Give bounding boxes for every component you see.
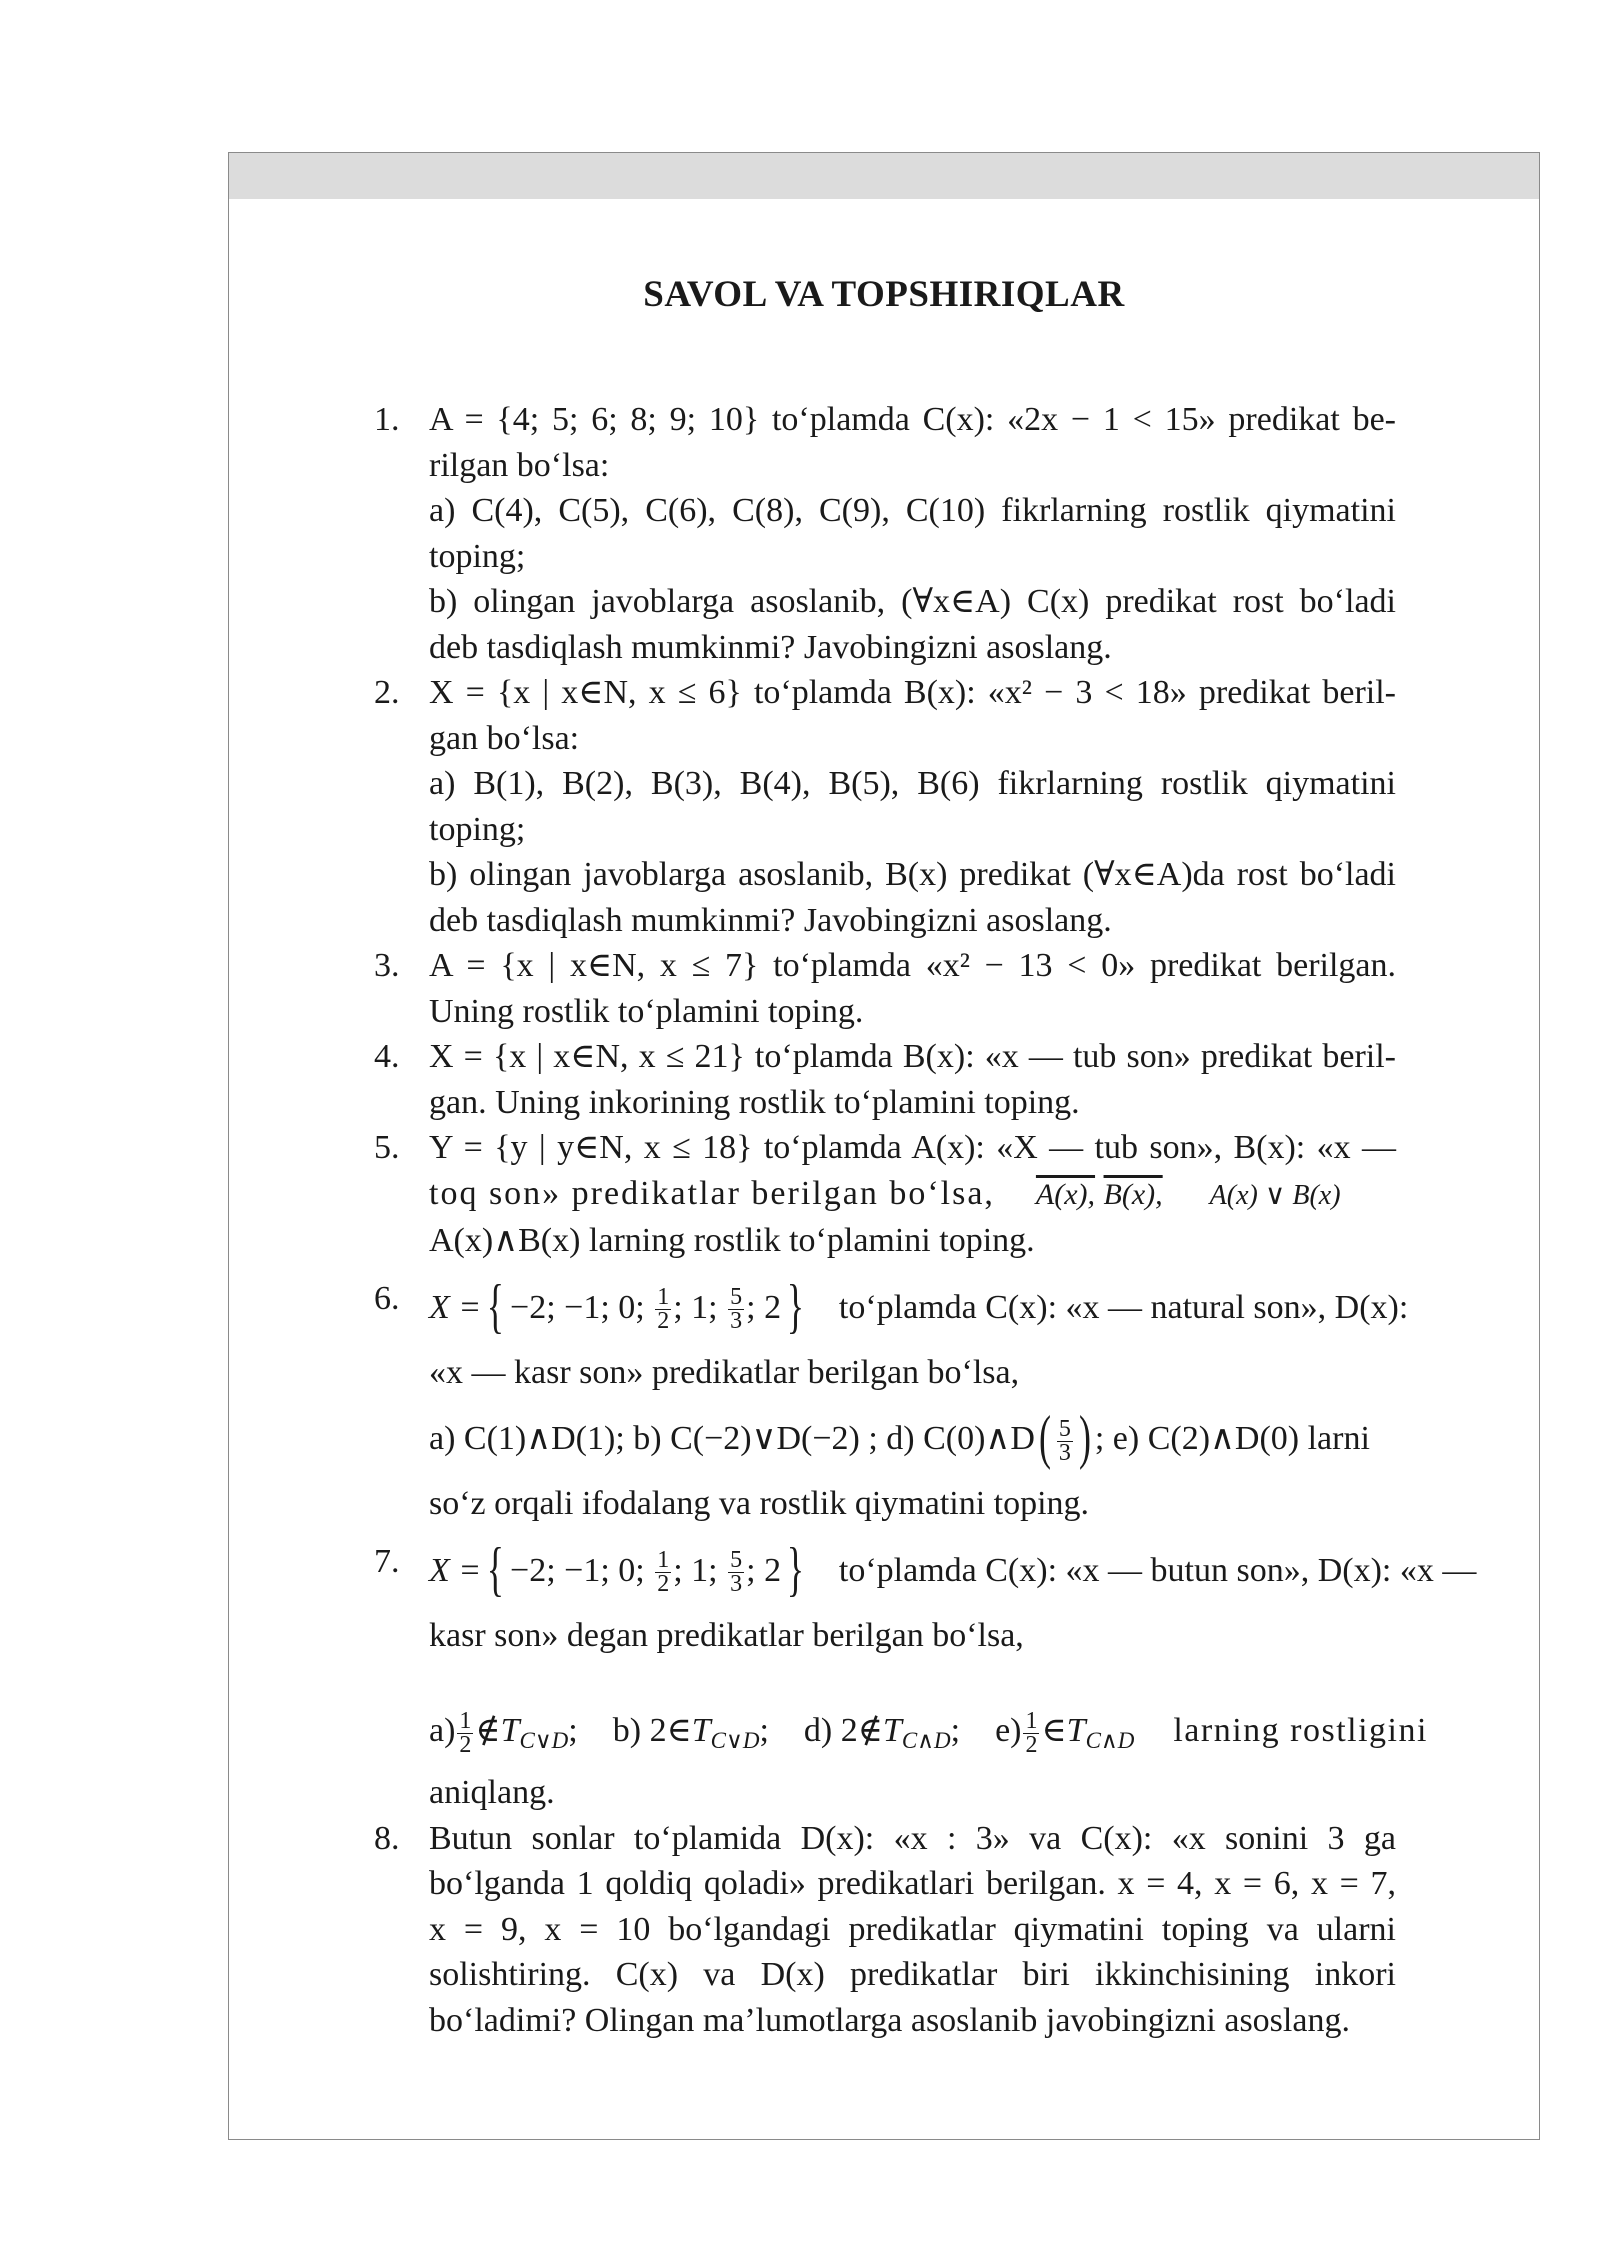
denominator: 3 bbox=[1058, 1439, 1071, 1466]
fraction bbox=[728, 1549, 744, 1596]
problem-number: 7. bbox=[374, 1542, 400, 1580]
problem-line: A(x)∧B(x) larning rostlik to‘plamini toping. bbox=[429, 1222, 1035, 1259]
problem-line: toping; bbox=[429, 810, 526, 848]
set-prefix: X = bbox=[429, 1551, 482, 1589]
problem-1 bbox=[374, 397, 1396, 670]
relation: ∈T bbox=[666, 1712, 711, 1749]
problem-line: kasr son» degan predikatlar berilgan bo‘lsa, bbox=[429, 1616, 1024, 1654]
denominator: 2 bbox=[459, 1731, 472, 1758]
set-items: ; 2 bbox=[746, 1288, 782, 1326]
problem-line: a) B(1), B(2), B(3), B(4), B(5), B(6) fikrlarning rostlik qiymatini bbox=[429, 765, 1396, 802]
negation-b: B(x), bbox=[1103, 1177, 1163, 1211]
item-label: b) 2 bbox=[612, 1712, 667, 1749]
problem-list bbox=[374, 397, 1477, 2043]
problem-number: 4. bbox=[374, 1038, 400, 1075]
problem-line: A = {4; 5; 6; 8; 9; 10} to‘plamda C(x): «2x − 1 < 15» predikat be- bbox=[429, 401, 1396, 438]
problem-line: gan bo‘lsa: bbox=[429, 719, 580, 757]
item-label: a) bbox=[429, 1712, 456, 1749]
paren-right-icon: ) bbox=[1078, 1404, 1091, 1470]
problem-5 bbox=[374, 1125, 1396, 1264]
denominator: 3 bbox=[730, 1571, 743, 1598]
problem-line: bo‘ladimi? Olingan ma’lumotlarga asoslanib javobingizni asoslang. bbox=[429, 2001, 1350, 2039]
set-items: ; 1; bbox=[673, 1288, 718, 1326]
problem-4 bbox=[374, 1034, 1396, 1125]
denominator: 3 bbox=[730, 1308, 743, 1335]
problem-number: 6. bbox=[374, 1279, 400, 1317]
denominator: 2 bbox=[657, 1571, 670, 1598]
set-definition-line bbox=[429, 1527, 1477, 1613]
subscript: C∧D bbox=[901, 1728, 951, 1753]
item-label: d) 2 bbox=[803, 1712, 858, 1749]
brace-right-icon: } bbox=[786, 1272, 805, 1339]
problem-line: Y = {y | y∈N, x ≤ 18} to‘plamda A(x): «X — tub son», B(x): «x — bbox=[429, 1129, 1396, 1166]
page-frame bbox=[228, 152, 1540, 2140]
problem-8 bbox=[374, 1816, 1396, 2044]
separator: ; bbox=[950, 1712, 961, 1749]
problem-line: «x — kasr son» predikatlar berilgan bo‘lsa, bbox=[429, 1353, 1020, 1391]
numerator: 1 bbox=[459, 1707, 472, 1734]
problem-7 bbox=[374, 1527, 1477, 1816]
numerator: 1 bbox=[657, 1284, 670, 1311]
relation: ∈T bbox=[1041, 1712, 1086, 1749]
denominator: 2 bbox=[1025, 1731, 1038, 1758]
problem-line: toping; bbox=[429, 537, 526, 575]
brace-right-icon: } bbox=[786, 1535, 805, 1602]
problem-line: x = 9, x = 10 bo‘lgandagi predikatlar qiymatini toping va ularni bbox=[429, 1910, 1396, 1948]
problem-line: A = {x | x∈N, x ≤ 7} to‘plamda «x² − 13 < 0» predikat berilgan. bbox=[429, 947, 1396, 984]
header-band bbox=[229, 153, 1539, 199]
subscript: C∧D bbox=[1085, 1728, 1135, 1753]
problem-number: 3. bbox=[374, 947, 400, 984]
membership-items-line bbox=[429, 1702, 1428, 1770]
separator: ; bbox=[759, 1712, 769, 1749]
separator: ; bbox=[568, 1712, 578, 1749]
fraction bbox=[728, 1286, 744, 1333]
problem-text: a) C(1)∧D(1); b) C(−2)∨D(−2) ; d) C(0)∧D bbox=[429, 1420, 1035, 1457]
paren-left-icon: ( bbox=[1038, 1404, 1051, 1470]
problem-text: toq son» predikatlar berilgan bo‘lsa, bbox=[429, 1174, 995, 1212]
problem-line: so‘z orqali ifodalang va rostlik qiymatini toping. bbox=[429, 1485, 1090, 1522]
set-definition-line bbox=[429, 1264, 1409, 1350]
problem-number: 2. bbox=[374, 674, 400, 711]
problem-text: ; e) C(2)∧D(0) larni bbox=[1094, 1420, 1370, 1457]
spacer bbox=[429, 1658, 1396, 1702]
fraction bbox=[1057, 1415, 1073, 1466]
problem-text: larning rostligini bbox=[1173, 1712, 1428, 1749]
subscript: C∨D bbox=[519, 1728, 569, 1753]
set-items: −2; −1; 0; bbox=[510, 1288, 645, 1326]
numerator: 5 bbox=[730, 1547, 743, 1574]
fraction bbox=[655, 1286, 671, 1333]
problem-text: to‘plamda C(x): «x — natural son», D(x): bbox=[838, 1288, 1409, 1326]
problem-text: to‘plamda C(x): «x — butun son», D(x): «x — bbox=[838, 1551, 1477, 1589]
problem-line: deb tasdiqlash mumkinmi? Javobingizni asoslang. bbox=[429, 628, 1112, 666]
set-items: ; 1; bbox=[673, 1551, 718, 1589]
disjunction-expr: A(x) ∨ B(x) bbox=[1209, 1179, 1341, 1211]
subscript: C∨D bbox=[710, 1728, 760, 1753]
problem-line: b) olingan javoblarga asoslanib, (∀x∈A) C(x) predikat rost bo‘ladi bbox=[429, 583, 1396, 620]
negation-a: A(x), bbox=[1035, 1177, 1096, 1211]
brace-left-icon: { bbox=[486, 1272, 505, 1339]
denominator: 2 bbox=[657, 1308, 670, 1335]
fraction bbox=[1023, 1707, 1039, 1758]
fraction bbox=[655, 1549, 671, 1596]
set-items: ; 2 bbox=[746, 1551, 782, 1589]
relation: ∉T bbox=[857, 1712, 902, 1749]
page-title: SAVOL VA TOPSHIRIQLAR bbox=[643, 274, 1125, 315]
problem-3 bbox=[374, 943, 1396, 1034]
set-prefix: X = bbox=[429, 1288, 482, 1326]
problem-line: gan. Uning inkorining rostlik to‘plamini toping. bbox=[429, 1083, 1080, 1121]
fraction bbox=[457, 1707, 473, 1758]
problem-line: X = {x | x∈N, x ≤ 21} to‘plamda B(x): «x — tub son» predikat beril- bbox=[429, 1038, 1396, 1075]
problem-line: a) C(4), C(5), C(6), C(8), C(9), C(10) fikrlarning rostlik qiymatini bbox=[429, 492, 1396, 529]
problem-line: Uning rostlik to‘plamini toping. bbox=[429, 992, 864, 1030]
problem-line: aniqlang. bbox=[429, 1774, 555, 1811]
problem-line-with-expressions bbox=[429, 1171, 1396, 1219]
problem-line: b) olingan javoblarga asoslanib, B(x) predikat (∀x∈A)da rost bo‘ladi bbox=[429, 856, 1396, 893]
set-items: −2; −1; 0; bbox=[510, 1551, 645, 1589]
problem-line: deb tasdiqlash mumkinmi? Javobingizni asoslang. bbox=[429, 901, 1112, 939]
problem-2 bbox=[374, 670, 1396, 943]
numerator: 5 bbox=[1058, 1415, 1071, 1442]
problem-number: 5. bbox=[374, 1129, 400, 1166]
numerator: 5 bbox=[730, 1284, 743, 1311]
problem-number: 8. bbox=[374, 1819, 400, 1857]
sub-items-line bbox=[429, 1395, 1396, 1481]
brace-left-icon: { bbox=[486, 1535, 505, 1602]
item-label: e) bbox=[995, 1712, 1022, 1749]
problem-line: bo‘lganda 1 qoldiq qoladi» predikatlari berilgan. x = 4, x = 6, x = 7, bbox=[429, 1865, 1396, 1902]
problem-6 bbox=[374, 1264, 1409, 1527]
relation: ∉T bbox=[475, 1712, 520, 1749]
problem-line: Butun sonlar to‘plamida D(x): «x : 3» va C(x): «x sonini 3 ga bbox=[429, 1819, 1396, 1857]
problem-number: 1. bbox=[374, 401, 400, 438]
problem-line: solishtiring. C(x) va D(x) predikatlar biri ikkinchisining inkori bbox=[429, 1956, 1396, 1993]
numerator: 1 bbox=[657, 1547, 670, 1574]
problem-line: X = {x | x∈N, x ≤ 6} to‘plamda B(x): «x² − 3 < 18» predikat beril- bbox=[429, 674, 1396, 711]
numerator: 1 bbox=[1025, 1707, 1038, 1734]
problem-line: rilgan bo‘lsa: bbox=[429, 446, 610, 484]
